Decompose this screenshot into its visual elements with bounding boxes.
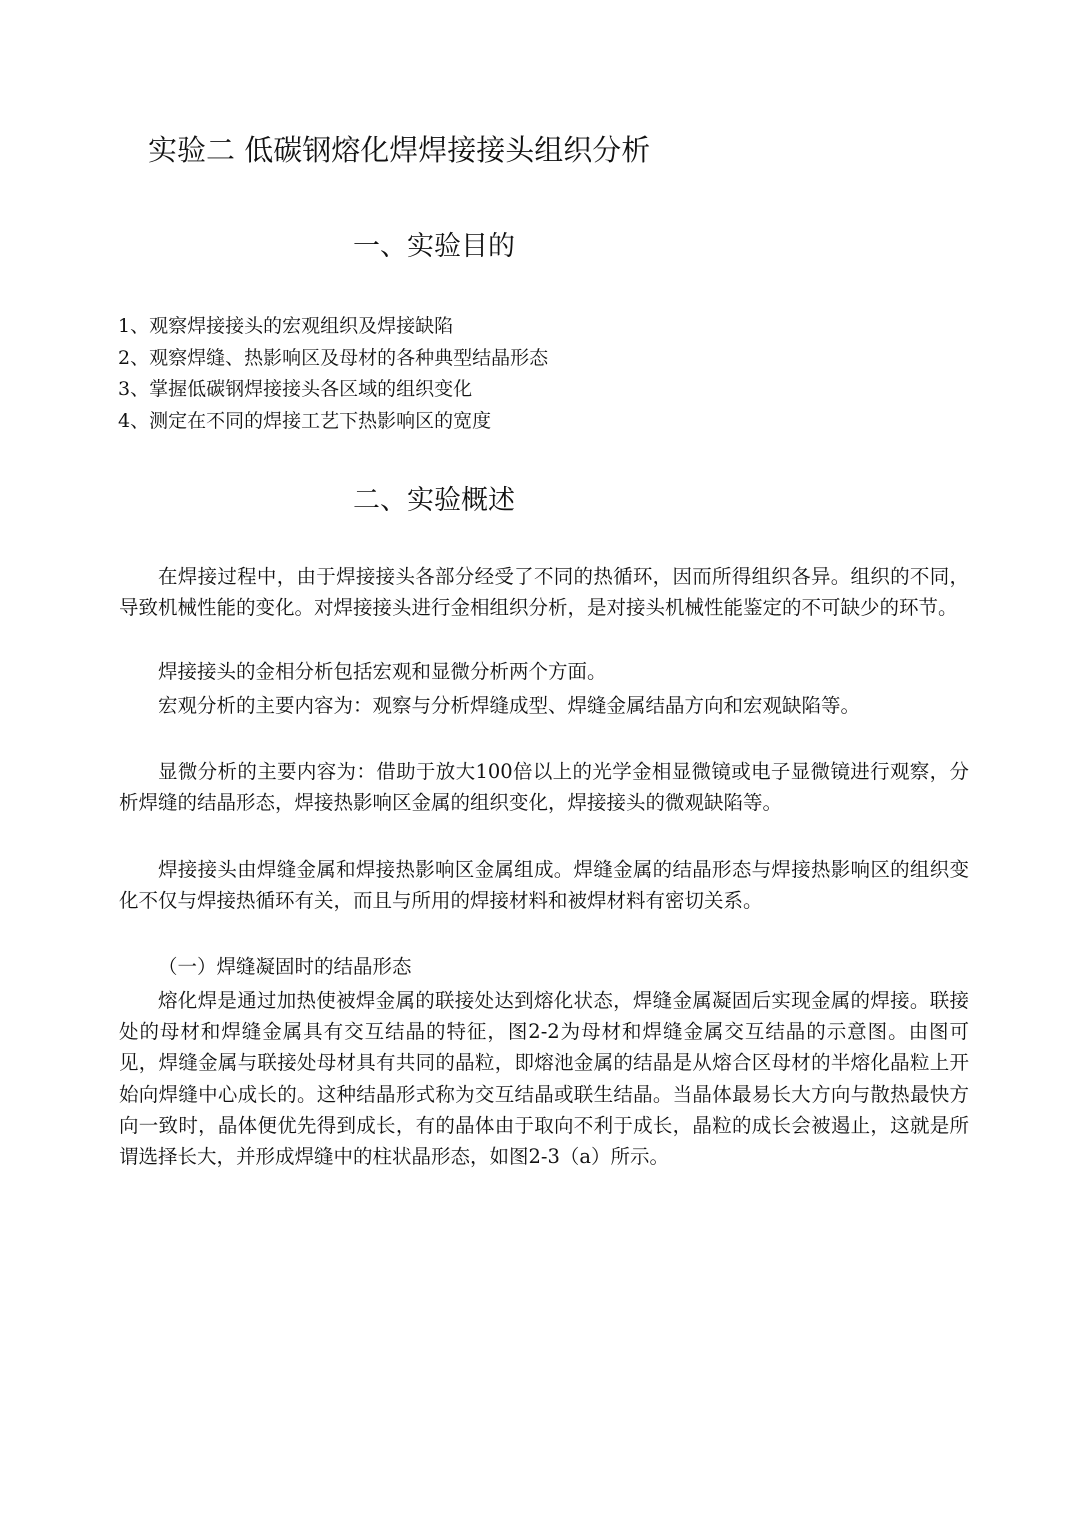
paragraph: 显微分析的主要内容为：借助于放大100倍以上的光学金相显微镜或电子显微镜进行观察，分析焊缝的结晶形态，焊接热影响区金属的组织变化，焊接接头的微观缺陷等。 <box>119 760 969 815</box>
paragraph: 焊接接头的金相分析包括宏观和显微分析两个方面。 <box>158 660 607 683</box>
paragraph: 熔化焊是通过加热使被焊金属的联接处达到熔化状态，焊缝金属凝固后实现金属的焊接。联接处的母材和焊缝金属具有交互结晶的特征，图2-2为母材和焊缝金属交互结晶的示意图。由图可见，焊缝金属与联接处母材具有共同的晶粒，即熔池金属的结晶是从熔合区母材的半熔化晶粒上开始向焊缝中心成长的。这种结晶形式称为交互结晶或联生结晶。当晶体最易长大方向与散热最快方向一致时，晶体便优先得到成长，有的晶体由于取向不利于成长，晶粒的成长会被遏止，这就是所谓选择长大，并形成焊缝中的柱状晶形态，如图2-3（a）所示。 <box>119 989 969 1169</box>
section-heading-overview: 二、实验概述 <box>353 485 515 516</box>
list-item: 2、观察焊缝、热影响区及母材的各种典型结晶形态 <box>118 346 549 369</box>
paragraph: 在焊接过程中，由于焊接接头各部分经受了不同的热循环，因而所得组织各异。组织的不同，导致机械性能的变化。对焊接接头进行金相组织分析，是对接头机械性能鉴定的不可缺少的环节。 <box>119 565 969 620</box>
paragraph: 宏观分析的主要内容为：观察与分析焊缝成型、焊缝金属结晶方向和宏观缺陷等。 <box>158 694 861 717</box>
list-item: 4、测定在不同的焊接工艺下热影响区的宽度 <box>118 409 492 432</box>
list-item: 1、观察焊接接头的宏观组织及焊接缺陷 <box>118 315 454 337</box>
page-title: 实验二 低碳钢熔化焊焊接接头组织分析 <box>148 133 651 167</box>
objectives-list <box>118 311 548 437</box>
section-heading-objectives: 一、实验目的 <box>353 231 515 262</box>
subsection-heading: （一）焊缝凝固时的结晶形态 <box>158 955 412 978</box>
list-item: 3、掌握低碳钢焊接接头各区域的组织变化 <box>118 378 473 400</box>
paragraph: 焊接接头由焊缝金属和焊接热影响区金属组成。焊缝金属的结晶形态与焊接热影响区的组织变化不仅与焊接热循环有关，而且与所用的焊接材料和被焊材料有密切关系。 <box>119 858 969 913</box>
